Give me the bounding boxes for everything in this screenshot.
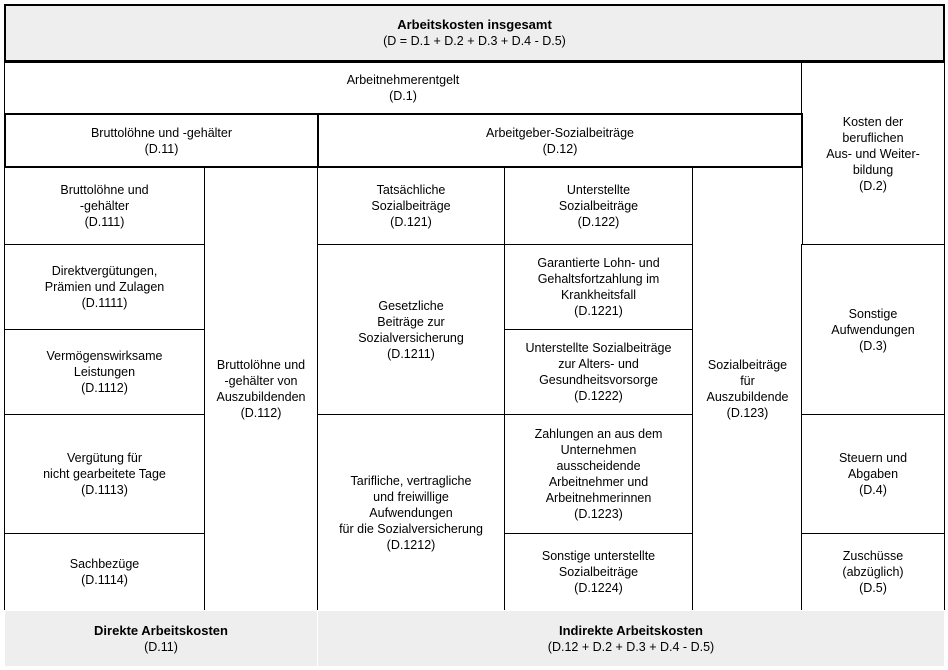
d112-code: (D.112) xyxy=(240,406,282,420)
d1221-line2: Gehaltsfortzahlung im xyxy=(537,272,660,286)
employer-social-contributions-box xyxy=(317,113,803,168)
d1221-line3: Krankheitsfall xyxy=(560,288,637,302)
d1224-box xyxy=(504,533,693,611)
d4-code: (D.4) xyxy=(859,483,887,497)
direct-code: (D.11) xyxy=(144,639,178,654)
d1223-line2: Unternehmen xyxy=(560,443,637,457)
d1211-line1: Gesetzliche xyxy=(378,298,444,313)
d121-line2: Sozialbeiträge xyxy=(371,199,451,213)
d1223-line4: Arbeitnehmer und xyxy=(548,475,649,489)
d12-label: Arbeitgeber-Sozialbeiträge xyxy=(485,125,634,140)
d121-box xyxy=(317,167,505,245)
d1212-box xyxy=(317,414,505,611)
d1113-box xyxy=(4,414,205,534)
d3-line1: Sonstige xyxy=(848,306,898,321)
d1112-line1: Vermögenswirksame xyxy=(46,349,163,363)
d1221-line1: Garantierte Lohn- und xyxy=(537,256,660,270)
d1113-line2: nicht gearbeitete Tage xyxy=(43,467,166,481)
d1212-line1: Tarifliche, vertragliche xyxy=(350,473,472,488)
d5-line2: (abzüglich) xyxy=(842,565,904,579)
d4-line2: Abgaben xyxy=(847,467,899,481)
other-expenditure-box xyxy=(801,244,945,415)
taxes-box xyxy=(801,414,945,534)
d3-line2: Aufwendungen xyxy=(831,322,915,337)
indirect-formula: (D.12 + D.2 + D.3 + D.4 - D.5) xyxy=(547,639,715,654)
total-title: Arbeitskosten insgesamt xyxy=(397,17,552,32)
d1222-box xyxy=(504,329,693,415)
d122-line1: Unterstellte xyxy=(566,183,631,197)
d112-line3: Auszubildenden xyxy=(216,390,306,404)
subsidies-box xyxy=(801,533,945,611)
d123-line2: für xyxy=(740,374,755,388)
d1113-code: (D.1113) xyxy=(81,483,128,497)
d111-line1: Bruttolöhne und xyxy=(60,183,149,197)
total-formula: (D = D.1 + D.2 + D.3 + D.4 - D.5) xyxy=(383,34,566,48)
wages-and-salaries-box xyxy=(4,113,319,168)
direct-title: Direkte Arbeitskosten xyxy=(94,622,228,638)
d121-line1: Tatsächliche xyxy=(376,183,446,197)
d1221-code: (D.1221) xyxy=(574,304,623,318)
d123-line3: Auszubildende xyxy=(706,390,789,404)
d4-line1: Steuern und xyxy=(838,451,908,465)
d1223-line1: Zahlungen an aus dem xyxy=(534,427,663,441)
d1212-code: (D.1212) xyxy=(386,537,436,552)
d5-line1: Zuschüsse xyxy=(842,549,904,563)
d1114-box xyxy=(4,533,205,611)
d1224-line1: Sonstige unterstellte xyxy=(541,549,656,563)
d1212-line4: für die Sozialversicherung xyxy=(339,521,483,536)
d1211-line3: Sozialversicherung xyxy=(358,330,464,345)
total-labour-costs-box xyxy=(4,4,945,62)
d1111-line1: Direktvergütungen, xyxy=(51,264,158,278)
d1112-box xyxy=(4,329,205,415)
d122-box xyxy=(504,167,693,245)
indirect-labour-costs-box xyxy=(317,610,945,667)
d1111-box xyxy=(4,244,205,330)
d1211-box xyxy=(317,244,505,415)
d111-line2: -gehälter xyxy=(79,199,130,213)
compensation-of-employees-box xyxy=(4,62,802,114)
d2-line4: bildung xyxy=(852,162,894,177)
d112-box xyxy=(204,167,318,611)
d1212-line2: und freiwillige xyxy=(373,489,449,504)
d1211-code: (D.1211) xyxy=(387,346,435,361)
d1222-line1: Unterstellte Sozialbeiträge xyxy=(525,341,672,355)
d122-code: (D.122) xyxy=(577,215,620,229)
d123-box xyxy=(692,167,803,611)
d1111-line2: Prämien und Zulagen xyxy=(44,280,165,294)
d1223-line5: Arbeitnehmerinnen xyxy=(545,491,652,505)
d3-code: (D.3) xyxy=(859,338,887,353)
d121-code: (D.121) xyxy=(390,215,432,229)
d111-box xyxy=(4,167,205,245)
d123-code: (D.123) xyxy=(726,406,769,420)
d2-code: (D.2) xyxy=(859,178,887,193)
d111-code: (D.111) xyxy=(84,215,125,229)
d1114-line1: Sachbezüge xyxy=(69,557,140,571)
d5-code: (D.5) xyxy=(859,581,887,595)
d1113-line1: Vergütung für xyxy=(66,451,143,465)
d1223-code: (D.1223) xyxy=(574,507,623,521)
d1112-code: (D.1112) xyxy=(81,381,128,395)
d1111-code: (D.1111) xyxy=(81,296,128,310)
d1211-line2: Beiträge zur xyxy=(377,314,445,329)
d112-line2: -gehälter von xyxy=(224,374,298,388)
d2-line2: beruflichen xyxy=(842,130,904,145)
d1223-line3: ausscheidende xyxy=(556,459,641,473)
d112-line1: Bruttolöhne und xyxy=(216,358,306,372)
d1-code: (D.1) xyxy=(389,89,417,103)
d1222-code: (D.1222) xyxy=(574,389,623,403)
d1223-box xyxy=(504,414,693,534)
d1112-line2: Leistungen xyxy=(73,365,136,379)
d1224-code: (D.1224) xyxy=(574,581,623,595)
d2-line1: Kosten der xyxy=(842,114,904,129)
d1-label: Arbeitnehmerentgelt xyxy=(346,73,460,87)
d1222-line2: zur Alters- und xyxy=(558,357,639,371)
d123-line1: Sozialbeiträge xyxy=(707,358,788,372)
d1221-box xyxy=(504,244,693,330)
d1114-code: (D.1114) xyxy=(81,573,128,587)
d11-code: (D.11) xyxy=(144,141,179,156)
d11-label: Bruttolöhne und -gehälter xyxy=(90,125,233,140)
indirect-title: Indirekte Arbeitskosten xyxy=(558,622,703,638)
direct-labour-costs-box xyxy=(4,610,318,667)
d12-code: (D.12) xyxy=(542,141,578,156)
vocational-training-costs-box xyxy=(801,62,945,245)
d1222-line3: Gesundheitsvorsorge xyxy=(539,373,658,387)
d1212-line3: Aufwendungen xyxy=(369,505,453,520)
d1224-line2: Sozialbeiträge xyxy=(558,565,639,579)
d2-line3: Aus- und Weiter- xyxy=(826,146,920,161)
d122-line2: Sozialbeiträge xyxy=(558,199,639,213)
